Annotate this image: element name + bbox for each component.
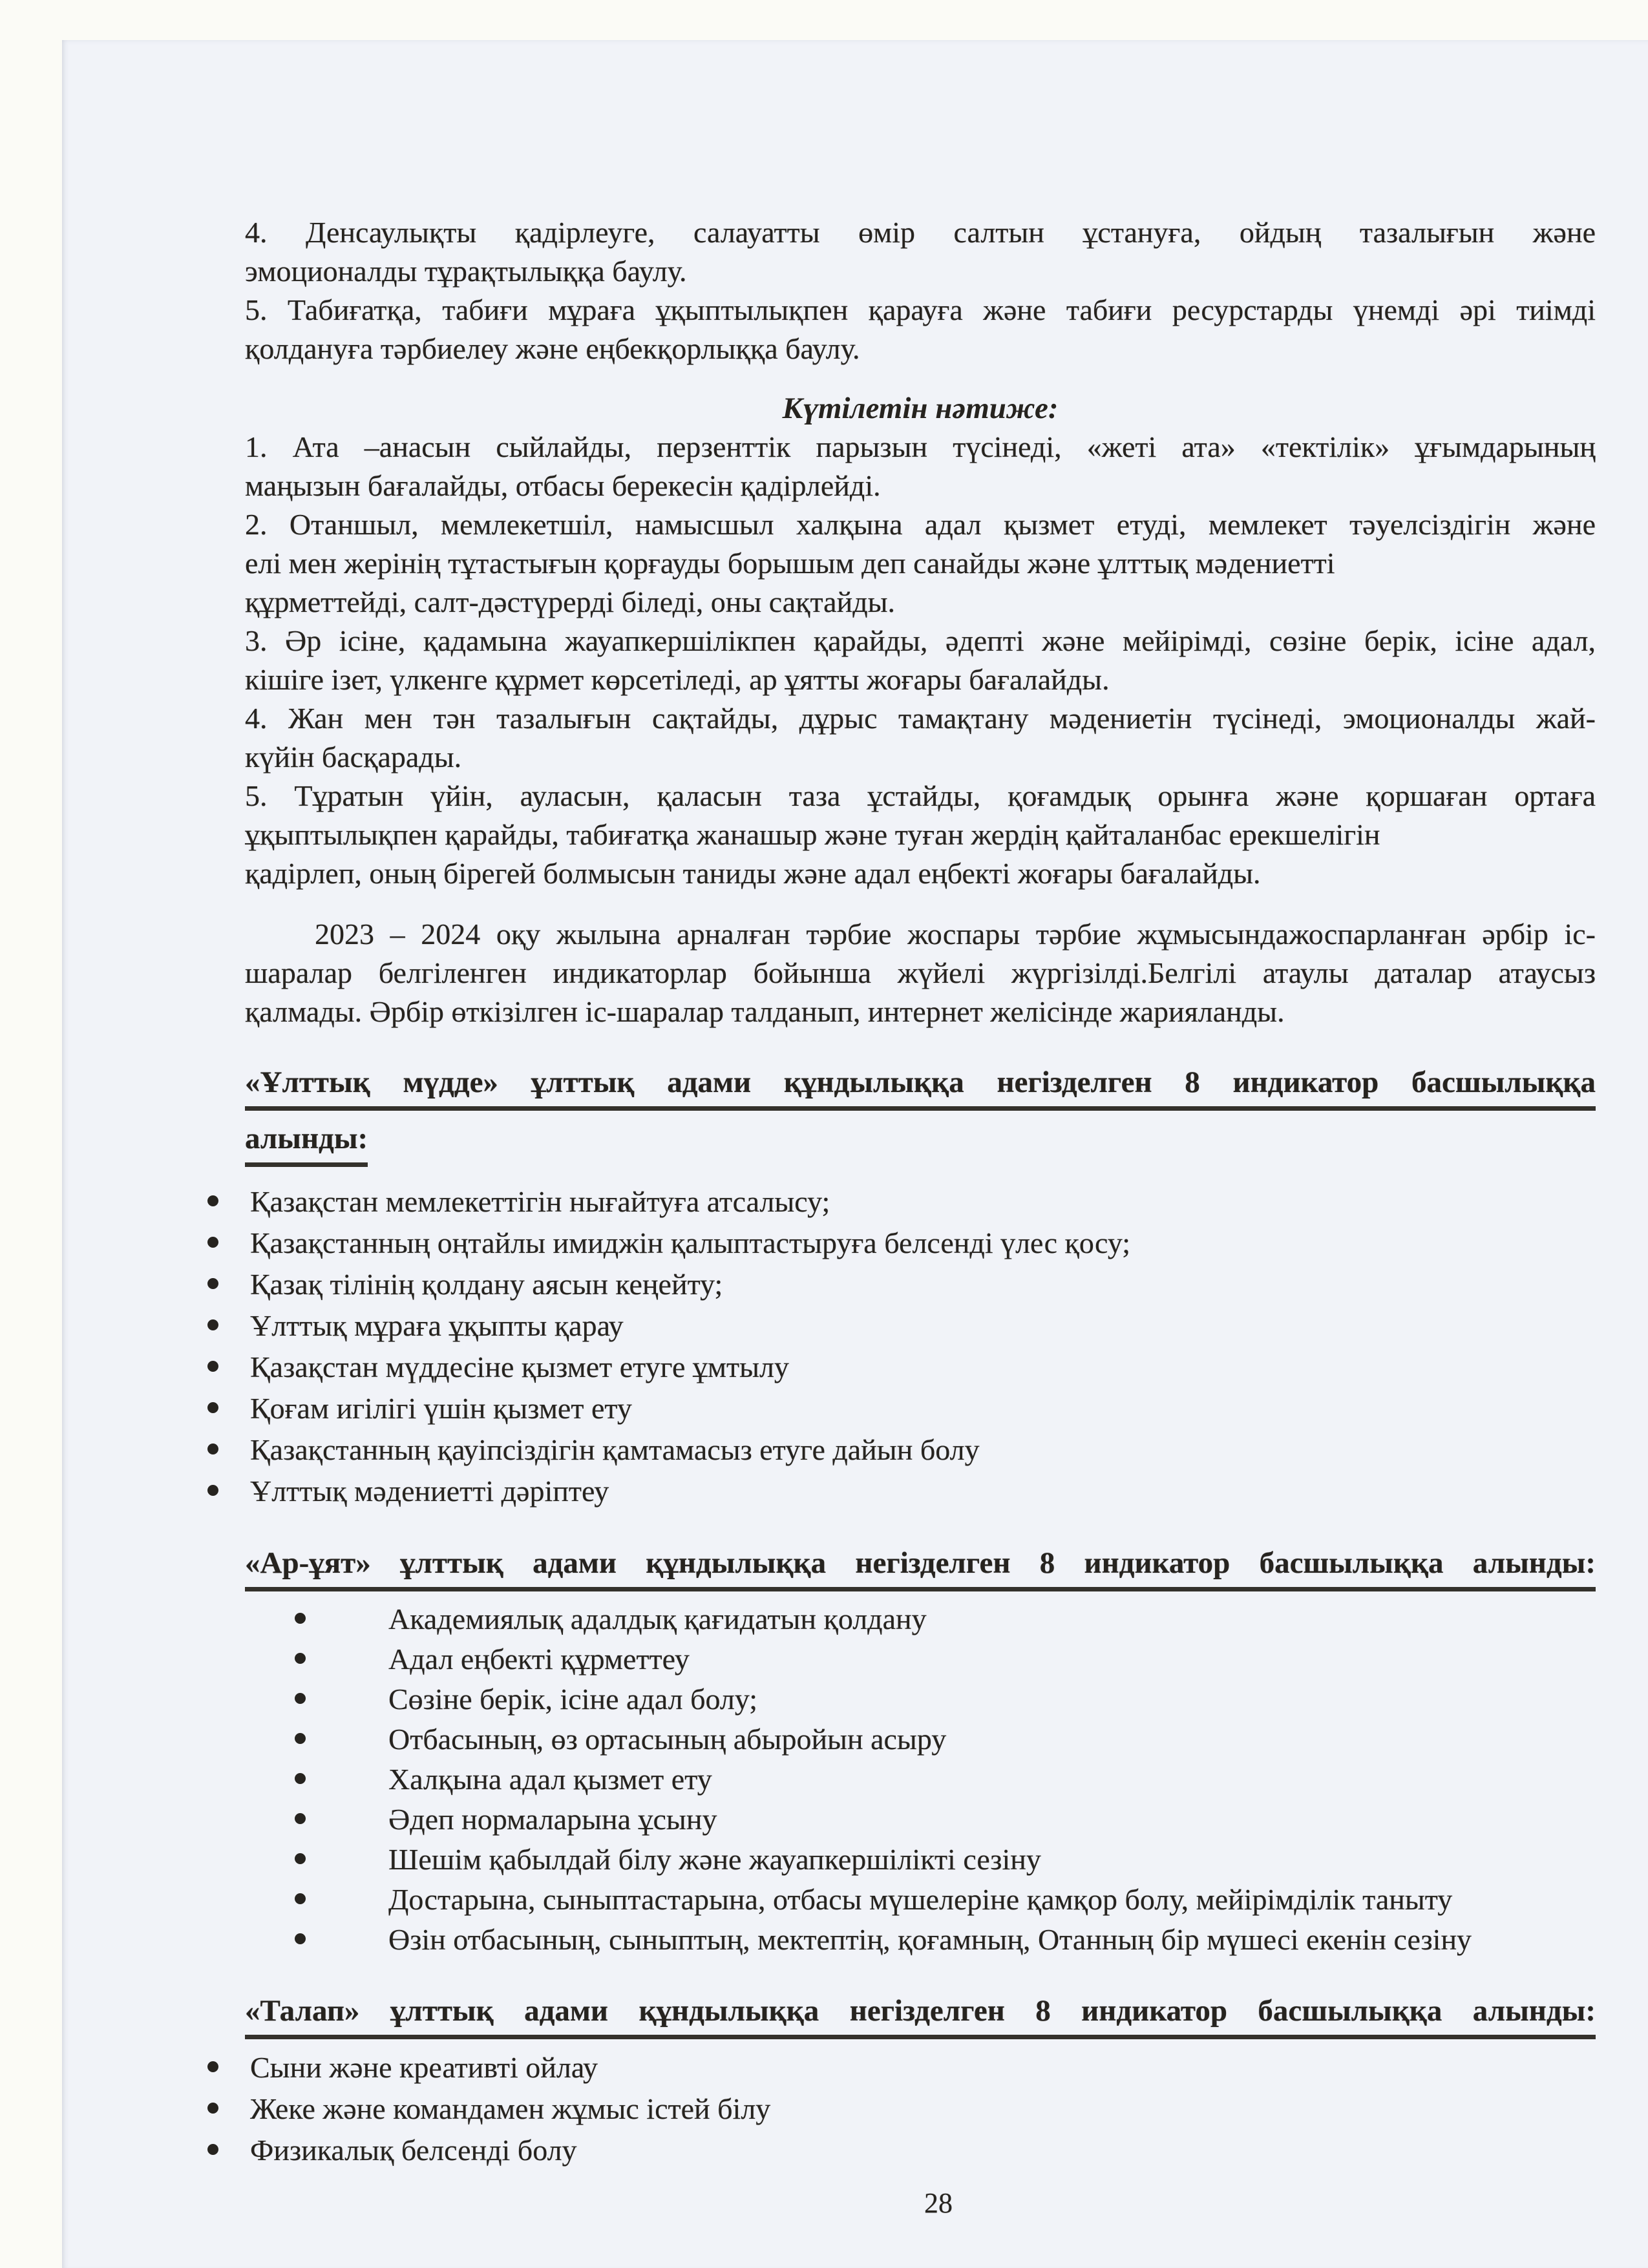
- section-heading-line: «Ар-ұят» ұлттық адами құндылыққа негізделген 8 индикатор басшылыққа алынды:: [245, 1542, 1596, 1591]
- list-item-text: Әдеп нормаларына ұсыну: [388, 1803, 717, 1836]
- expected-results-title: Күтілетін нәтиже:: [782, 392, 1059, 425]
- text-line: құрметтейді, салт-дәстүрерді біледі, оны сақтайды.: [245, 585, 896, 618]
- list-item: [245, 1264, 1596, 1305]
- paragraph: [245, 213, 1596, 291]
- paragraph: [245, 291, 1596, 368]
- list-item: [245, 1719, 1596, 1759]
- text-line: қалмады. Әрбір өткізілген іс-шаралар талданып, интернет желісінде жарияланды.: [245, 995, 1285, 1028]
- bullet-icon: [207, 1319, 218, 1330]
- list-item: [245, 1679, 1596, 1719]
- text-line: елі мен жерінің тұтастығын қорғауды борышым деп санайды және ұлттық мәдениетті: [245, 547, 1335, 580]
- list-item-text: Достарына, сыныптастарына, отбасы мүшелеріне қамқор болу, мейірімділік таныту: [388, 1883, 1453, 1916]
- section-heading-line: алынды:: [245, 1117, 368, 1167]
- text-line: 1. Ата –анасын сыйлайды, перзенттік парызын түсінеді, «жеті ата» «тектілік» ұғымдарының: [245, 430, 1596, 463]
- value-section: [245, 1061, 1596, 1512]
- text-line: ұқыптылықпен қарайды, табиғатқа жанашыр және туған жердің қайталанбас ерекшелігін: [245, 818, 1380, 851]
- text-line: кішіге ізет, үлкенге құрмет көрсетіледі, ар ұятты жоғары бағалайды.: [245, 663, 1110, 696]
- text-line: эмоционалды тұрақтылыққа баулу.: [245, 255, 687, 288]
- list-item-text: Сыни және креативті ойлау: [250, 2051, 598, 2084]
- summary-paragraph: [245, 915, 1596, 1031]
- list-item: [245, 2130, 1596, 2171]
- text-line: шаралар белгіленген индикаторлар бойынша жүйелі жүргізілді.Белгілі атаулы даталар атаусыз: [245, 956, 1596, 989]
- expected-results-items: [245, 428, 1596, 893]
- list-item-text: Қазақстанның оңтайлы имиджін қалыптастыруға белсенді үлес қосу;: [250, 1226, 1131, 1259]
- text-line: маңызын бағалайды, отбасы берекесін қадірлейді.: [245, 469, 881, 502]
- scanned-paper-sheet: [62, 40, 1648, 2268]
- bullet-icon: [207, 1278, 218, 1289]
- list-item-text: Шешім қабылдай білу және жауапкершілікті сезіну: [388, 1843, 1041, 1876]
- list-item-text: Отбасының, өз ортасының абыройын асыру: [388, 1723, 947, 1756]
- value-section: [245, 1542, 1596, 1960]
- value-section: [245, 1990, 1596, 2171]
- bullet-icon: [295, 1853, 306, 1864]
- bullet-list: [245, 1181, 1596, 1512]
- list-item: [245, 1223, 1596, 1264]
- list-item: [245, 1305, 1596, 1347]
- paragraph: [245, 505, 1596, 622]
- section-heading-line: «Талап» ұлттық адами құндылыққа негізделген 8 индикатор басшылыққа алынды:: [245, 1990, 1596, 2039]
- list-item-text: Қоғам игілігі үшін қызмет ету: [250, 1392, 632, 1425]
- bullet-icon: [295, 1733, 306, 1744]
- bullet-icon: [295, 1693, 306, 1704]
- bullet-icon: [207, 1237, 218, 1248]
- list-item: [245, 1347, 1596, 1388]
- list-item-text: Өзін отбасының, сыныптың, мектептің, қоғамның, Отанның бір мүшесі екенін сезіну: [388, 1923, 1472, 1956]
- list-item: [245, 1471, 1596, 1512]
- list-item: [245, 1800, 1596, 1840]
- list-item-text: Халқына адал қызмет ету: [388, 1763, 712, 1796]
- section-heading: [245, 1061, 1596, 1173]
- bullet-icon: [295, 1613, 306, 1624]
- list-item: [245, 1759, 1596, 1800]
- list-item: [245, 1599, 1596, 1639]
- list-item-text: Қазақ тілінің қолдану аясын кеңейту;: [250, 1268, 723, 1301]
- text-line: 2. Отаншыл, мемлекетшіл, намысшыл халқына адал қызмет етуді, мемлекет тәуелсіздігін және: [245, 508, 1596, 541]
- bullet-icon: [207, 1485, 218, 1496]
- text-line: 5. Табиғатқа, табиғи мұраға ұқыптылықпен қарауға және табиғи ресурстарды үнемді әрі тиімді: [245, 293, 1596, 326]
- bullet-icon: [207, 2103, 218, 2114]
- list-item-text: Қазақстан мемлекеттігін нығайтуға атсалысу;: [250, 1185, 830, 1218]
- list-item-text: Ұлттық мұраға ұқыпты қарау: [250, 1309, 624, 1342]
- text-line: 4. Денсаулықты қадірлеуге, салауатты өмір салтын ұстануға, ойдың тазалығын және: [245, 216, 1596, 249]
- page-number: 28: [924, 2187, 953, 2219]
- list-item-text: Қазақстанның қауіпсіздігін қамтамасыз етуге дайын болу: [250, 1433, 980, 1466]
- list-item-text: Жеке және командамен жұмыс істей білу: [250, 2092, 771, 2125]
- value-sections: [245, 1061, 1596, 2171]
- list-item-text: Ұлттық мәдениетті дәріптеу: [250, 1475, 609, 1507]
- document-content: [245, 213, 1596, 2220]
- list-item: [245, 1920, 1596, 1960]
- list-item-text: Академиялық адалдық қағидатын қолдану: [388, 1602, 927, 1635]
- intro-paragraphs: [245, 213, 1596, 368]
- list-item: [245, 1388, 1596, 1429]
- list-item: [245, 1880, 1596, 1920]
- paragraph: [245, 428, 1596, 505]
- text-line: 5. Тұратын үйін, ауласын, қаласын таза ұстайды, қоғамдық орынға және қоршаған ортаға: [245, 779, 1596, 812]
- list-item-text: Адал еңбекті құрметтеу: [388, 1643, 690, 1675]
- paragraph: [245, 622, 1596, 699]
- list-item-text: Сөзіне берік, ісіне адал болу;: [388, 1683, 758, 1716]
- text-line: 3. Әр ісіне, қадамына жауапкершілікпен қарайды, әдепті және мейірімді, сөзіне берік, ісіне адал,: [245, 624, 1596, 657]
- bullet-icon: [207, 1444, 218, 1454]
- bullet-icon: [295, 1653, 306, 1664]
- bullet-icon: [207, 1361, 218, 1372]
- list-item: [245, 2047, 1596, 2088]
- section-heading-line: «Ұлттық мүдде» ұлттық адами құндылыққа негізделген 8 индикатор басшылыққа: [245, 1061, 1596, 1111]
- list-item: [245, 1429, 1596, 1471]
- text-line: қолдануға тәрбиелеу және еңбекқорлыққа баулу.: [245, 332, 860, 365]
- list-item-text: Қазақстан мүддесіне қызмет етуге ұмтылу: [250, 1350, 789, 1383]
- section-heading: [245, 1990, 1596, 2039]
- list-item: [245, 1181, 1596, 1223]
- list-item: [245, 1639, 1596, 1679]
- bullet-icon: [295, 1773, 306, 1784]
- bullet-icon: [207, 2061, 218, 2072]
- bullet-icon: [207, 2144, 218, 2155]
- paragraph: [245, 777, 1596, 893]
- text-line: қадірлеп, оның бірегей болмысын таниды және адал еңбекті жоғары бағалайды.: [245, 857, 1261, 890]
- section-heading: [245, 1542, 1596, 1591]
- list-item: [245, 1840, 1596, 1880]
- text-line: 2023 – 2024 оқу жылына арналған тәрбие жоспары тәрбие жұмысындажоспарланған әрбір іс-: [315, 918, 1596, 950]
- bullet-list: [245, 2047, 1596, 2171]
- bullet-icon: [295, 1933, 306, 1944]
- bullet-icon: [295, 1813, 306, 1824]
- bullet-icon: [207, 1402, 218, 1413]
- text-line: 4. Жан мен тән тазалығын сақтайды, дұрыс тамақтану мәдениетін түсінеді, эмоционалды жай-: [245, 702, 1596, 735]
- bullet-icon: [207, 1195, 218, 1206]
- list-item-text: Физикалық белсенді болу: [250, 2134, 577, 2167]
- paragraph: [245, 699, 1596, 777]
- bullet-icon: [295, 1893, 306, 1904]
- text-line: күйін басқарады.: [245, 740, 462, 773]
- list-item: [245, 2088, 1596, 2130]
- bullet-list: [245, 1599, 1596, 1960]
